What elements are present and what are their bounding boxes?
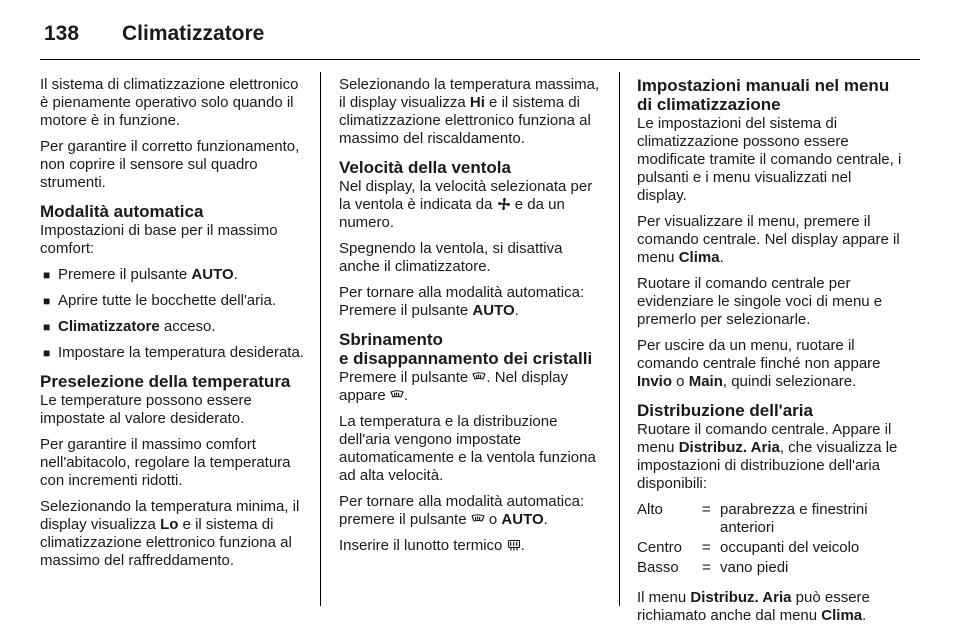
preset-paragraph-2: Per garantire il massimo comfort nell'abitacolo, regolare la temperatura con incrementi ridotti.	[40, 436, 291, 489]
manual-paragraph-1: Le impostazioni del sistema di climatizzazione possono essere modificate tramite il comando centrale, i pulsanti e i menu visualizzati nel display.	[637, 115, 902, 204]
defrost-paragraph-1: Premere il pulsante . Nel display appare .	[339, 369, 569, 404]
defrost-paragraph-2: La temperatura e la distribuzione dell'aria vengono impostate automaticamente e la ventola funziona ad alta velocità.	[339, 413, 596, 484]
defrost-paragraph-4: Inserire il lunotto termico .	[339, 537, 525, 554]
table-row: Basso = vano piedi	[637, 559, 789, 576]
preset-paragraph-1: Le temperature possono essere impostate al valore desiderato.	[40, 392, 252, 427]
page-header	[44, 16, 264, 52]
preset-paragraph-3: Selezionando la temperatura minima, il display visualizza Lo e il sistema di climatizzazione elettronico funziona al massimo del raffreddamento.	[40, 498, 300, 569]
section-heading-fan-speed: Velocità della ventola	[339, 158, 511, 177]
page-number: 138	[44, 22, 80, 45]
fan-paragraph-3: Per tornare alla modalità automatica: Premere il pulsante AUTO.	[339, 284, 585, 319]
chapter-title: Climatizzatore	[122, 22, 265, 45]
manual-paragraph-3: Ruotare il comando centrale per evidenziare le singole voci di menu e premerlo per selezionarle.	[637, 275, 883, 328]
list-item: ■ Aprire tutte le bocchette dell'aria.	[43, 292, 276, 309]
windshield-defrost-icon	[471, 512, 485, 526]
header-rule	[40, 59, 920, 60]
max-temp-paragraph: Selezionando la temperatura massima, il display visualizza Hi e il sistema di climatizzazione elettronico funziona al massimo del riscaldamento.	[339, 76, 600, 147]
manual-paragraph-4: Per uscire da un menu, ruotare il comando centrale finché non appare Invio o Main, quindi selezionare.	[637, 337, 881, 390]
list-item: ■ Premere il pulsante AUTO.	[43, 266, 238, 283]
windshield-defrost-icon	[390, 388, 404, 402]
distribution-paragraph-2: Il menu Distribuz. Aria può essere richiamato anche dal menu Clima.	[637, 589, 870, 624]
distribution-paragraph-1: Ruotare il comando centrale. Appare il menu Distribuz. Aria, che visualizza le impostazioni di distribuzione dell'aria disponibili:	[637, 421, 898, 492]
section-heading-defrost: Sbrinamento e disappannamento dei cristalli	[339, 330, 593, 368]
bullet-icon: ■	[43, 268, 51, 282]
defrost-paragraph-3: Per tornare alla modalità automatica: premere il pulsante o AUTO.	[339, 493, 585, 528]
table-row: Centro = occupanti del veicolo	[637, 539, 860, 556]
section-heading-manual-settings: Impostazioni manuali nel menu di climatizzazione	[637, 76, 890, 114]
column-2	[339, 76, 603, 563]
section-heading-temperature-preset: Preselezione della temperatura	[40, 372, 291, 391]
list-item: ■ Climatizzatore acceso.	[43, 318, 216, 335]
auto-mode-text: Impostazioni di base per il massimo comfort:	[40, 222, 278, 257]
section-heading-auto-mode: Modalità automatica	[40, 202, 204, 221]
bullet-icon: ■	[43, 294, 51, 308]
fan-paragraph-1: Nel display, la velocità selezionata per la ventola è indicata da e da un numero.	[339, 178, 593, 231]
table-row: Alto = parabrezza e finestrini anteriori	[637, 501, 868, 536]
column-divider-2	[619, 72, 620, 606]
rear-window-heater-icon	[507, 538, 521, 552]
intro-paragraph-1: Il sistema di climatizzazione elettronico è pienamente operativo solo quando il motore è in funzione.	[40, 76, 299, 129]
fan-icon	[497, 197, 511, 211]
column-divider-1	[320, 72, 321, 606]
section-heading-air-distribution: Distribuzione dell'aria	[637, 401, 813, 420]
windshield-defrost-icon	[472, 370, 486, 384]
column-1	[40, 76, 304, 578]
list-item: ■ Impostare la temperatura desiderata.	[43, 344, 304, 361]
manual-paragraph-2: Per visualizzare il menu, premere il comando centrale. Nel display appare il menu Clima.	[637, 213, 900, 266]
distribution-table	[637, 501, 905, 577]
column-3	[637, 76, 905, 633]
bullet-icon: ■	[43, 346, 51, 360]
intro-paragraph-2: Per garantire il corretto funzionamento, non coprire il sensore sul quadro strumenti.	[40, 138, 300, 191]
fan-paragraph-2: Spegnendo la ventola, si disattiva anche il climatizzatore.	[339, 240, 563, 275]
auto-mode-list	[40, 266, 304, 362]
bullet-icon: ■	[43, 320, 51, 334]
